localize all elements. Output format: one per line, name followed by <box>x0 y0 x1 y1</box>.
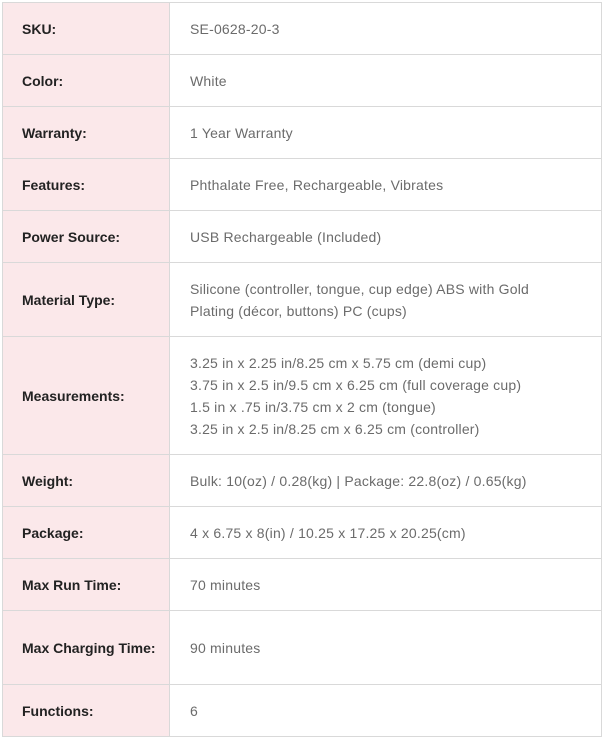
spec-value <box>170 107 602 159</box>
product-specifications-table <box>2 2 602 737</box>
spec-row-features <box>3 159 602 211</box>
spec-value-line: 4 x 6.75 x 8(in) / 10.25 x 17.25 x 20.25(cm) <box>190 524 466 541</box>
spec-label: Material Type: <box>3 263 170 337</box>
spec-value-line: Phthalate Free, Rechargeable, Vibrates <box>190 176 444 193</box>
spec-value <box>170 3 602 55</box>
spec-row-warranty <box>3 107 602 159</box>
spec-value-line: Silicone (controller, tongue, cup edge) ABS with Gold <box>190 280 530 297</box>
spec-value-line: USB Rechargeable (Included) <box>190 228 382 245</box>
spec-value-line: Plating (décor, buttons) PC (cups) <box>190 302 407 319</box>
spec-value <box>170 211 602 263</box>
spec-value <box>170 55 602 107</box>
spec-value-line: White <box>190 72 227 89</box>
spec-row-material-type <box>3 263 602 337</box>
spec-row-max-run-time <box>3 559 602 611</box>
spec-row-color <box>3 55 602 107</box>
spec-value-line: 1 Year Warranty <box>190 124 293 141</box>
spec-value <box>170 507 602 559</box>
spec-label: Color: <box>3 55 170 107</box>
spec-row-power-source <box>3 211 602 263</box>
spec-label: Package: <box>3 507 170 559</box>
spec-value-line: 90 minutes <box>190 639 261 656</box>
spec-label: Weight: <box>3 455 170 507</box>
spec-value <box>170 685 602 737</box>
spec-label: Power Source: <box>3 211 170 263</box>
spec-value <box>170 263 602 337</box>
spec-value-line: 3.75 in x 2.5 in/9.5 cm x 6.25 cm (full coverage cup) <box>190 376 522 393</box>
spec-label: Max Charging Time: <box>3 611 170 685</box>
spec-value <box>170 337 602 455</box>
spec-value-line: 70 minutes <box>190 576 261 593</box>
spec-row-package <box>3 507 602 559</box>
spec-label: SKU: <box>3 3 170 55</box>
spec-value-line: SE-0628-20-3 <box>190 20 280 37</box>
spec-row-functions <box>3 685 602 737</box>
spec-row-measurements <box>3 337 602 455</box>
spec-value-line: Bulk: 10(oz) / 0.28(kg) | Package: 22.8(oz) / 0.65(kg) <box>190 472 527 489</box>
spec-label: Warranty: <box>3 107 170 159</box>
spec-label: Measurements: <box>3 337 170 455</box>
spec-row-sku <box>3 3 602 55</box>
spec-value-line: 3.25 in x 2.25 in/8.25 cm x 5.75 cm (demi cup) <box>190 354 487 371</box>
spec-label: Max Run Time: <box>3 559 170 611</box>
spec-row-max-charging-time <box>3 611 602 685</box>
spec-label: Functions: <box>3 685 170 737</box>
spec-label: Features: <box>3 159 170 211</box>
spec-value <box>170 559 602 611</box>
spec-value-line: 6 <box>190 702 198 719</box>
spec-value-line: 1.5 in x .75 in/3.75 cm x 2 cm (tongue) <box>190 398 436 415</box>
spec-value-line: 3.25 in x 2.5 in/8.25 cm x 6.25 cm (controller) <box>190 420 480 437</box>
spec-value <box>170 455 602 507</box>
spec-row-weight <box>3 455 602 507</box>
spec-value <box>170 611 602 685</box>
spec-value <box>170 159 602 211</box>
